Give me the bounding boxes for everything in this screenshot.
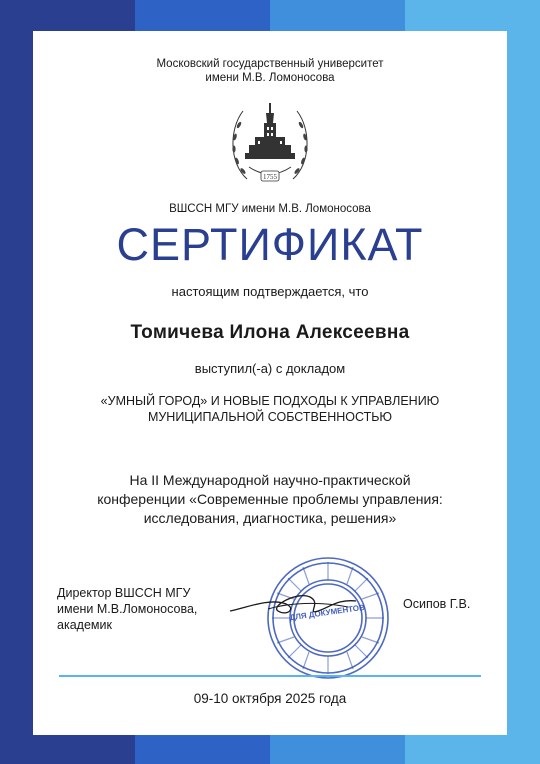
topic-line-2: МУНИЦИПАЛЬНОЙ СОБСТВЕННОСТЬЮ bbox=[147, 410, 393, 424]
conference-date: 09-10 октября 2025 года bbox=[193, 691, 347, 706]
school-name: ВШССН МГУ имени М.В. Ломоносова bbox=[169, 203, 371, 215]
conference-line-3: исследования, диагностика, решения» bbox=[143, 510, 397, 526]
certificate-title: СЕРТИФИКАТ bbox=[116, 219, 424, 270]
signer-line-1: Директор ВШССН МГУ bbox=[57, 586, 191, 600]
conference-line-1: На II Международной научно-практической bbox=[129, 472, 411, 488]
divider-line bbox=[59, 675, 481, 677]
stamp-center-text: ДЛЯ ДОКУМЕНТОВ bbox=[289, 602, 366, 623]
university-line-2: имени М.В. Ломоносова bbox=[205, 72, 335, 84]
university-line-1: Московский государственный университет bbox=[156, 58, 384, 70]
recipient-name: Томичева Илона Алексеевна bbox=[130, 322, 410, 343]
university-name bbox=[33, 57, 507, 85]
msu-building-emblem-icon bbox=[225, 97, 315, 189]
emblem-year: 1755 bbox=[263, 173, 277, 181]
conference-line-2: конференции «Современные проблемы управления: bbox=[97, 491, 443, 507]
signer-name: Осипов Г.В. bbox=[403, 597, 471, 611]
signer-line-3: академик bbox=[57, 618, 112, 632]
confirm-text: настоящим подтверждается, что bbox=[171, 284, 369, 299]
report-topic bbox=[33, 393, 507, 425]
certificate-sheet bbox=[33, 31, 507, 735]
spoke-text: выступил(-а) с докладом bbox=[194, 361, 346, 376]
handwritten-signature bbox=[228, 581, 358, 621]
topic-line-1: «УМНЫЙ ГОРОД» И НОВЫЕ ПОДХОДЫ К УПРАВЛЕНИЮ bbox=[100, 394, 440, 408]
signer-title bbox=[57, 585, 197, 633]
signer-line-2: имени М.В.Ломоносова, bbox=[57, 602, 198, 616]
conference-text bbox=[33, 471, 507, 528]
